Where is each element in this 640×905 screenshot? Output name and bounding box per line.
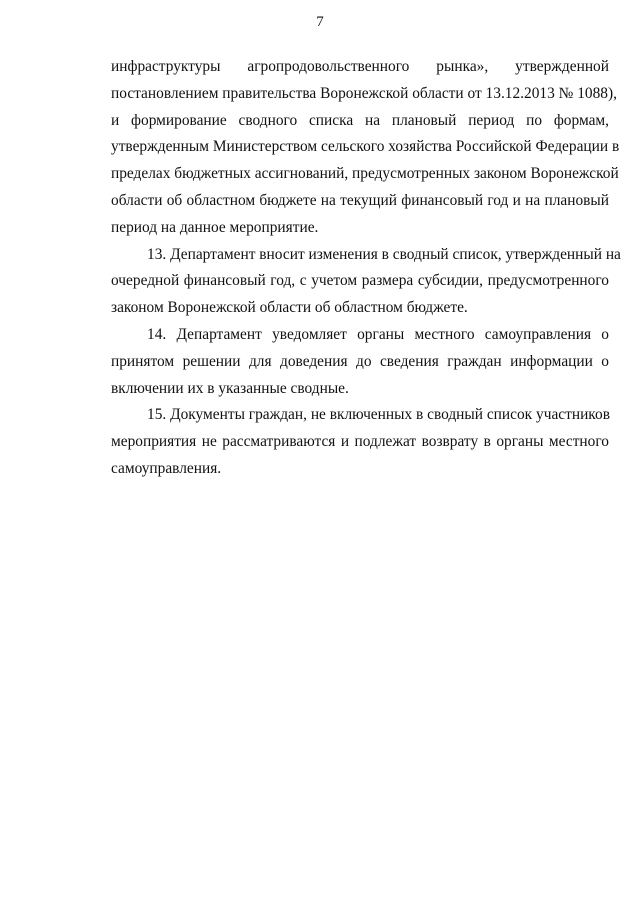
paragraph-line: период на данное мероприятие. bbox=[111, 218, 319, 236]
paragraph-line: принятом решении для доведения до сведения граждан информации о bbox=[111, 352, 609, 370]
paragraph-line: мероприятия не рассматриваются и подлежат возврату в органы местного bbox=[111, 433, 609, 451]
paragraph-line: законом Воронежской области об областном бюджете. bbox=[111, 299, 468, 317]
paragraph-line: пределах бюджетных ассигнований, предусмотренных законом Воронежской bbox=[111, 165, 619, 183]
paragraph-item-15 bbox=[111, 402, 609, 482]
paragraph-item-14 bbox=[111, 322, 609, 402]
paragraph-line: инфраструктуры агропродовольственного рынка», утвержденной bbox=[111, 58, 609, 75]
paragraph-line: 15. Документы граждан, не включенных в сводный список участников bbox=[147, 406, 610, 424]
paragraph-continuation bbox=[111, 54, 620, 242]
document-body bbox=[111, 54, 621, 483]
paragraph-line: включении их в указанные сводные. bbox=[111, 379, 349, 397]
paragraph-item-13 bbox=[111, 242, 621, 322]
paragraph-line: постановлением правительства Воронежской области от 13.12.2013 № 1088), bbox=[111, 84, 617, 102]
paragraph-line: самоуправления. bbox=[111, 459, 222, 477]
page-number: 7 bbox=[316, 14, 324, 30]
paragraph-line: утвержденным Министерством сельского хозяйства Российской Федерации в bbox=[111, 138, 620, 156]
paragraph-line: и формирование сводного списка на плановый период по формам, bbox=[111, 111, 609, 129]
paragraph-line: 13. Департамент вносит изменения в сводный список, утвержденный на bbox=[147, 245, 621, 263]
paragraph-line: очередной финансовый год, с учетом размера субсидии, предусмотренного bbox=[111, 272, 609, 290]
paragraph-line: 14. Департамент уведомляет органы местного самоуправления о bbox=[147, 325, 609, 343]
paragraph-line: области об областном бюджете на текущий финансовый год и на плановый bbox=[111, 191, 609, 209]
